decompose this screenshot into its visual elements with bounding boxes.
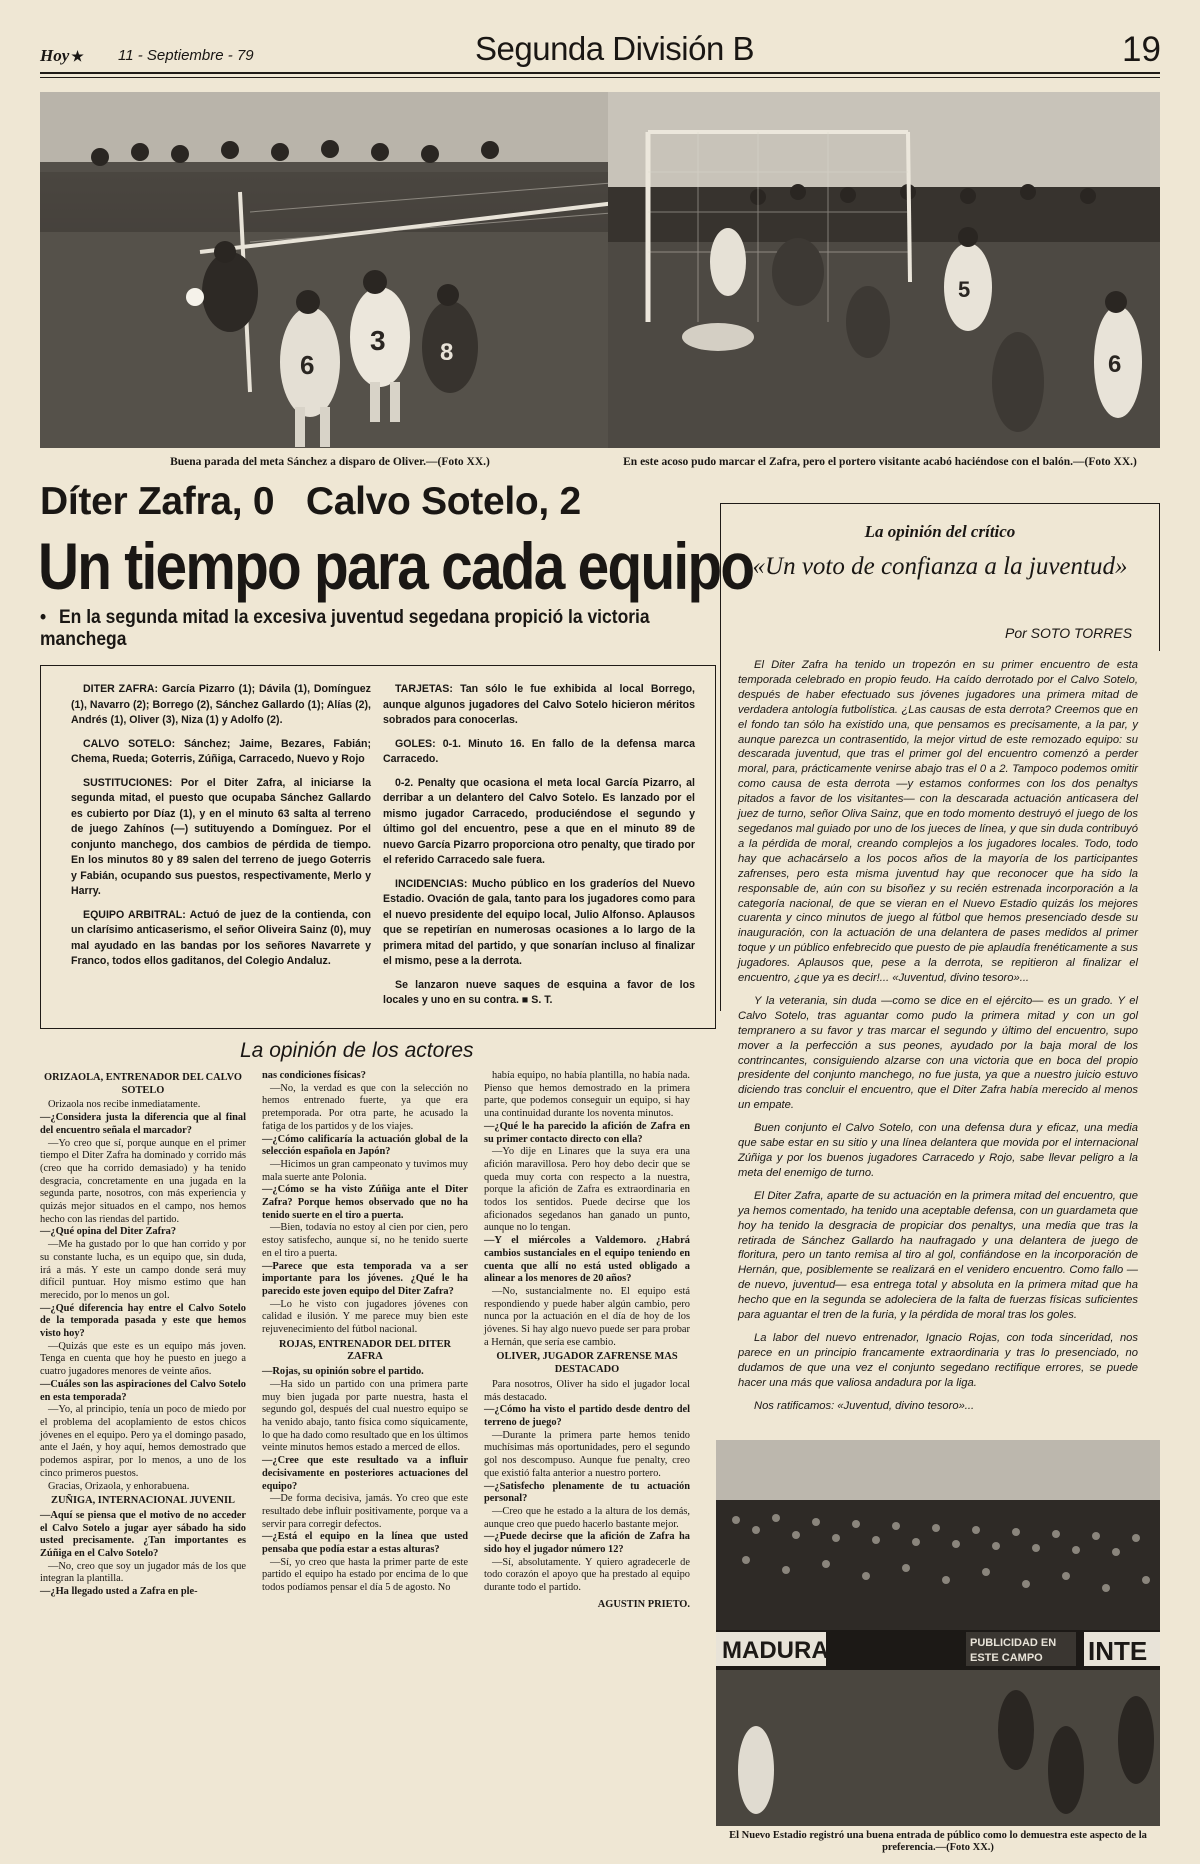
match-score: Díter Zafra, 0 Calvo Sotelo, 2	[40, 480, 581, 523]
critic-title: «Un voto de confianza a la juventud»	[752, 553, 1128, 580]
jersey-number: 8	[440, 339, 454, 366]
interview-answer: Gracias, Orizaola, y enhorabuena.	[48, 1480, 190, 1492]
interview-answer: había equipo, no había plantilla, no había nada. Pienso que hemos demostrado en la primera parte, que podemos conseguir un equipo, si hay una continuidad durante los noventa minutos.	[484, 1070, 690, 1120]
actors-col-3	[484, 1070, 690, 1612]
interview-question: —¿Qué le ha parecido la afición de Zafra en su primer contacto directo con ella?	[484, 1120, 690, 1145]
interview-answer: —Yo, al principio, tenía un poco de miedo por el problema del acoplamiento de estos chicos jóvenes en el equipo. Pero ya el domingo pasado, ante el Jaén, y hoy aquí, hemos demostrado que podemos aspirar, por lo menos, a uno de los cinco primeros puestos.	[40, 1404, 246, 1479]
photo-goal-attempt	[608, 92, 1160, 448]
scoresheet-col-1	[71, 682, 371, 978]
scoresheet-text: Por el Diter Zafra, al iniciarse la segunda mitad, el puesto que ocupaba Sánchez Gallardo es cubierto por Díaz (1), y en el minuto 63 salta al terreno de juego Zahínos (—) sutituyendo a Domínguez. Por el conjunto manchego, dos cambios de pérdida de tiempo. En los minutos 80 y 89 salen del terreno de juego Goterris y Fabián, ocupando sus puestos, respectivamente, Merlo y Harry.	[71, 776, 371, 897]
newspaper-brand-logo: Hoy ★	[40, 46, 84, 65]
interview-question: —Y el miércoles a Valdemoro. ¿Habrá cambios sustanciales en el equipo teniendo en cuenta que allí no está usted obligado a alinear a los menores de 20 años?	[484, 1235, 690, 1285]
interview-question: —Aquí se piensa que el motivo de no acceder el Calvo Sotelo a jugar ayer sábado ha sido usted precisamente. ¿Tan importantes es Zúñiga en el Calvo Sotelo?	[40, 1509, 246, 1560]
interview-question: nas condiciones físicas?	[262, 1070, 366, 1081]
interview-answer: —Yo dije en Linares que la suya era una afición maravillosa. Pero hoy debo decir que se queda muy corta con respecto a la nuestra, porque la afición de Zafra es extraordinaria en todos los sentidos. Puede decirse que los aficionados segedanos han ganado un punto, aunque no lo tengan.	[484, 1146, 690, 1234]
critic-box-left-rule	[720, 651, 721, 1011]
actors-col-1	[40, 1070, 246, 1599]
deck-text: En la segunda mitad la excesiva juventud segedana propició la victoria manchega	[40, 607, 650, 650]
scoresheet-text: Penalty que ocasiona el meta local García Pizarro, al derribar a un delantero del Calvo Sotelo. Es lanzado por el mismo jugador Carracedo, produciéndose el segundo y último gol del encuentro, pese a que en el minuto 89 de nuevo García Pizarro proporciona otro penalty, que tirado por el referido Carracedo sale fuera.	[383, 776, 695, 866]
scoresheet-label: SUSTITUCIONES:	[83, 776, 173, 789]
interview-answer: —Hicimos un gran campeonato y tuvimos muy mala suerte ante Polonia.	[262, 1158, 468, 1183]
jersey-number: 6	[1108, 351, 1122, 378]
actors-heading: La opinión de los actores	[240, 1039, 474, 1062]
interview-question: —¿Cómo se ha visto Zúñiga ante el Diter Zafra? Porque hemos observado que no ha tenido suerte en el tiro a puerta.	[262, 1184, 468, 1221]
scoresheet-text: Mucho público en los graderíos del Nuevo Estadio. Ovación de gala, tanto para los jugadores como para el nuevo presidente del equipo local, Julio Alfonso. Aplausos que se repetirían en numerosas ocasiones a lo largo de la primera mitad del partido, y que sonarían incluso al finalizar el mismo, pese a la derrota.	[383, 877, 695, 967]
interview-subhead: ROJAS, ENTRENADOR DEL DITER ZAFRA	[278, 1338, 452, 1363]
interview-subhead: ORIZAOLA, ENTRENADOR DEL CALVO SOTELO	[43, 1072, 243, 1096]
scoresheet-paragraph	[71, 737, 371, 768]
scoresheet-label: EQUIPO ARBITRAL:	[83, 908, 186, 921]
interview-answer: —Bien, todavía no estoy al cien por cien, pero estoy satisfecho, aunque sí, no he tenido suerte en el tiro a puerta.	[262, 1222, 468, 1259]
critic-paragraph: El Diter Zafra, aparte de su actuación en la primera mitad del encuentro, que ya hemos comentado, ha tenido una aceptable defensa, con un guardameta que hoy ha tenido la desgracia de propiciar dos penaltys, una media que tras la retirada de Sánchez Gallardo ha naufragado y una delantera de juego de floritura, pero un tanto remisa al tiro al gol, confiándose en la incorporación de Hernán, que, posiblemente se realizará en el venidero encuentro. Como fallo —de nuevo, juventud— esa entrega total y absoluta en la primera mitad que ha hecho que en la segunda se adoleciera de la falta de fuerzas físicas suficientes para aguantar el tren de la furia, y la pérdida de moral tras los goles.	[738, 1189, 1138, 1322]
scoresheet-label: 0-2.	[395, 776, 414, 789]
scoresheet-label: GOLES:	[395, 737, 436, 750]
issue-date: 11 - Septiembre - 79	[118, 47, 254, 64]
interview-answer: —No, la verdad es que con la selección no hemos entrenado fuerte, ya que era pretemporada. Por otra parte, he acusado la fatiga de los partidos y de los viajes.	[262, 1082, 468, 1132]
actors-col-2	[262, 1070, 468, 1595]
jersey-number: 6	[300, 350, 315, 380]
interview-answer: —Ha sido un partido con una primera parte muy bien jugada por parte nuestra, hasta el segundo gol, después del cual nuestro equipo se ha venido abajo, tanto física como síquicamente, lo que ha dado como resultado que en los últimos veinte minutos hemos estado a merced de ellos.	[262, 1378, 468, 1454]
star-icon: ★	[71, 50, 84, 65]
scoresheet-col-2	[383, 682, 695, 1017]
scoresheet-text: Actuó de juez de la contienda, con un clarísimo anticaserismo, el señor Oliveira Sainz (0), muy mal ayudado en las bandas por los señores Navarrete y Franco, todos ellos gaditanos, del Colegio Andaluz.	[71, 908, 371, 967]
jersey-number: 5	[958, 277, 971, 302]
jersey-number: 3	[370, 325, 386, 356]
interview-answer: —Me ha gustado por lo que han corrido y por su constante lucha, es un equipo que, sin duda, irá a más. Y este un campo donde será muy difícil puntuar. Hoy mismo estimo que han merecido, por lo menos un gol.	[40, 1239, 246, 1301]
interview-question: —¿Considera justa la diferencia que al final del encuentro señala el marcador?	[40, 1112, 246, 1136]
interview-answer: —Quizás que este es un equipo más joven. Tenga en cuenta que hoy he puesto en juego a cuatro jugadores menores de veinte años.	[40, 1340, 246, 1378]
photo-caption-bottom: El Nuevo Estadio registró una buena entrada de público como lo demuestra este aspecto de la preferencia.—(Foto XX.)	[729, 1830, 1147, 1853]
scoresheet-paragraph	[71, 682, 371, 729]
scoresheet-paragraph	[383, 877, 695, 970]
interview-question: —Cuáles son las aspiraciones del Calvo Sotelo en esta temporada?	[40, 1378, 246, 1403]
critic-paragraph: El Diter Zafra ha tenido un tropezón en su primer encuentro de esta temporada celebrado en propio feudo. Ha caído derrotado por el Calvo Sotelo, después de haber efectuado sus jóvenes jugadores una primera mitad de verdadera antología futbolística. ¿Las causas de esta derrota? Creemos que en el fondo tan sólo ha existido una, que pensamos es precisamente, a la par, y aunque parezca un contrasentido, la mejor virtud de este remozado equipo: su descarada juventud, que tras el primer gol del encuentro comenzó a perder moral, para, prácticamente venirse abajo tras el 0 a 2. Tampoco podemos omitir como causa de esta derrota —y estamos conformes con los dos penaltys pitados a favor de los visitantes— con la descarada actuación anticasera del juez de turno, señor Oliva Sainz, que en todo momento destruyó el juego de los segedanos mal guiado por uno de los jueces de línea, y que sin duda contribuyó a la pérdida de moral, creando complejos a los jugadores locales. Todo, todo hay que achacárselo a los pocos años de la mayoría de los participantes zafrenses, pero esta misma juventud hay que reconocer que ha sido la responsable de, aún con su bisoñez y su recién estrenada incorporación a la categoría nacional, de que se vieran en el Nuevo Estadio quizás los mejores cuarenta y cinco minutos de juego al fútbol que hemos presenciado desde su inauguración, con la actuación de una delantera de pases medidos al primer toque y un público enfebrecido que puesto de pie aplaudía frenéticamente a sus jugadores. Aplausos que, pese a la derrota, se repitieron al finalizar el encuentro, ¿que ya es decir!... «Juventud, divino tesoro»...	[738, 659, 1138, 985]
interview-answer: —Yo creo que sí, porque aunque en el primer tiempo el Diter Zafra ha dominado y corrido más (creo que ha corrido demasiado) y ha tenido desgracia, concretamente en una jugada en la segunda parte, nosotros, con más experiencia y quizás mejor situados en el campo, nos hemos hecho con las riendas del partido.	[40, 1137, 246, 1225]
banner-text: ESTE CAMPO	[970, 1652, 1043, 1664]
scoresheet-text: Sánchez; Jaime, Bezares, Fabián; Chema, Rueda; Goterris, Zúñiga, Carracedo, Nuevo y Rojo	[71, 737, 371, 765]
scoresheet-text: Tan sólo le fue exhibida al local Borrego, aunque algunos jugadores del Calvo Sotelo hicieron méritos sobrados para conocerlas.	[383, 683, 695, 726]
scoresheet-label: INCIDENCIAS:	[395, 877, 468, 890]
scoresheet-text: García Pizarro (1); Dávila (1), Domínguez (1), Navarro (2); Borrego (2), Sánchez Gallardo (1); Alías (2), Andrés (1), Oliver (3), Niza (1) y Adolfo (2).	[71, 683, 371, 726]
interview-question: —¿Qué diferencia hay entre el Calvo Sotelo de la temporada pasada y este que hemos visto hoy?	[40, 1302, 246, 1340]
interview-subhead: ZUÑIGA, INTERNACIONAL JUVENIL	[51, 1495, 235, 1507]
interview-question: —¿Cómo calificaría la actuación global de la selección española en Japón?	[262, 1133, 468, 1158]
interview-question: —¿Qué opina del Diter Zafra?	[40, 1226, 177, 1238]
banner-text: INTE	[1088, 1636, 1148, 1666]
interview-answer: —Lo he visto con jugadores jóvenes con calidad e ilusión. Y me parece muy bien este rejuvenecimiento del fútbol nacional.	[262, 1298, 468, 1336]
interview-answer: —De forma decisiva, jamás. Yo creo que este resultado debe influir positivamente, porque va a servir para corregir defectos.	[262, 1493, 468, 1530]
interview-answer: —Sí, yo creo que hasta la primer parte de este partido el equipo ha estado por encima de lo que todos podíamos pensar el día 5 de agosto. No	[262, 1556, 468, 1594]
photo-stadium-crowd	[716, 1440, 1160, 1826]
critic-byline: Por SOTO TORRES	[1005, 625, 1133, 641]
critic-paragraph: La labor del nuevo entrenador, Ignacio Rojas, con toda sinceridad, nos parece en un principio francamente extraordinaria y tras lo presenciado, no dudamos de que una vez el conjunto segedano rectifique errores, se puede hacer una más que valiosa andadura por la liga.	[738, 1331, 1138, 1389]
photo-caption-left: Buena parada del meta Sánchez a disparo de Oliver.—(Foto XX.)	[170, 456, 490, 468]
photo-goalkeeper-save	[40, 92, 624, 448]
scoresheet-paragraph	[71, 776, 371, 900]
interview-answer: —Sí, absolutamente. Y quiero agradecerle de todo corazón el apoyo que ha prestado al equipo durante todo el partido.	[484, 1556, 690, 1594]
interview-question: —Parece que esta temporada va a ser importante para los jóvenes. ¿Qué le ha parecido este joven equipo del Diter Zafra?	[262, 1260, 468, 1297]
scoresheet-paragraph	[383, 737, 695, 768]
interview-answer: —No, creo que soy un jugador más de los que integran la plantilla.	[40, 1560, 246, 1585]
header-rule-thin	[40, 77, 1160, 78]
deck	[40, 607, 666, 651]
scoresheet-paragraph	[383, 776, 695, 869]
banner-text: MADURA	[722, 1637, 829, 1664]
scoresheet-paragraph	[383, 682, 695, 729]
interview-question: —Rojas, su opinión sobre el partido.	[262, 1366, 424, 1378]
interview-answer: —No, sustancialmente no. El equipo está respondiendo y puede haber algún cambio, pero nunca por la actuación en el día de hoy de los jóvenes. Si hay algo nuevo puede ser para probar a Hernán, que sería ese cambio.	[484, 1285, 690, 1348]
match-data-box	[40, 665, 716, 1029]
interview-question: —¿Está el equipo en la línea que usted pensaba que podía estar a estas alturas?	[262, 1531, 468, 1556]
page-number: 19	[1122, 30, 1161, 69]
scoresheet-paragraph	[383, 978, 695, 1009]
interview-question: —¿Puede decirse que la afición de Zafra ha sido hoy el jugador número 12?	[484, 1531, 690, 1556]
interview-question: —¿Satisfecho plenamente de tu actuación personal?	[484, 1480, 690, 1505]
interview-answer: —Durante la primera parte hemos tenido muchísimas más oportunidades, pero el segundo gol nos descompuso. Aunque fue penalty, creo que existió falta anterior a nuestro portero.	[484, 1429, 690, 1479]
scoresheet-label: TARJETAS:	[395, 683, 453, 695]
critic-column	[738, 658, 1138, 1422]
header-rule	[40, 72, 1160, 74]
interview-question: —¿Cómo ha visto el partido desde dentro del terreno de juego?	[484, 1404, 690, 1428]
section-title: Segunda División B	[475, 30, 755, 67]
scoresheet-label: DITER ZAFRA:	[83, 683, 159, 695]
scoresheet-text: 0-1. Minuto 16. En fallo de la defensa marca Carracedo.	[383, 737, 695, 765]
critic-paragraph: Nos ratificamos: «Juventud, divino tesoro»...	[754, 1399, 975, 1412]
headline: Un tiempo para cada equipo	[38, 529, 754, 603]
photo-caption-right: En este acoso pudo marcar el Zafra, pero el portero visitante acabó haciéndose con el balón.—(Foto XX.)	[623, 456, 1137, 468]
interview-answer: Para nosotros, Oliver ha sido el jugador local más destacado.	[484, 1378, 690, 1403]
critic-label: La opinión del crítico	[864, 522, 1016, 541]
author-signature: AGUSTIN PRIETO.	[597, 1598, 690, 1610]
interview-answer: Orizaola nos recibe inmediatamente.	[48, 1099, 201, 1111]
critic-paragraph: Buen conjunto el Calvo Sotelo, con una defensa dura y eficaz, una media que sabe estar en su sitio y una línea delantera que movida por el internacional Zúñiga y por los buenos jugadores Carracedo y Rojo, sabe llevar peligro a la meta del enemigo de turno.	[738, 1122, 1138, 1179]
scoresheet-paragraph	[71, 908, 371, 970]
interview-subhead: OLIVER, JUGADOR ZAFRENSE MAS DESTACADO	[496, 1351, 678, 1376]
scoresheet-text: Se lanzaron nueve saques de esquina a favor de los locales y uno en su contra. ■ S. T.	[383, 978, 695, 1006]
banner-text: PUBLICIDAD EN	[970, 1637, 1057, 1649]
interview-question: —¿Ha llegado usted a Zafra en ple-	[40, 1586, 198, 1598]
bullet-icon: •	[40, 607, 47, 628]
scoresheet-label: CALVO SOTELO:	[83, 737, 176, 750]
critic-paragraph: Y la veterania, sin duda —como se dice en el ejército— es un grado. Y el Calvo Sotelo, tras aguantar como pudo la primera mitad y con un gol tempranero a su favor y tras marcar el segundo y último del encuentro, supo mover a la perfección a sus peones, ayudado por la baja moral de los contrincantes, consiguiendo alzarse con una victoria que en boca del propio presidente del conjunto manchego, no fue justa, ya que a nuestro juicio estuvo diciendo tras concluir el encuentro, que el Diter Zafra había merecido al menos un empate.	[738, 994, 1138, 1112]
interview-question: —¿Cree que este resultado va a influir decisivamente en posteriores actuaciones del equipo?	[262, 1455, 468, 1492]
interview-answer: —Creo que he estado a la altura de los demás, aunque creo que puedo hacerlo bastante mejor.	[484, 1505, 690, 1530]
